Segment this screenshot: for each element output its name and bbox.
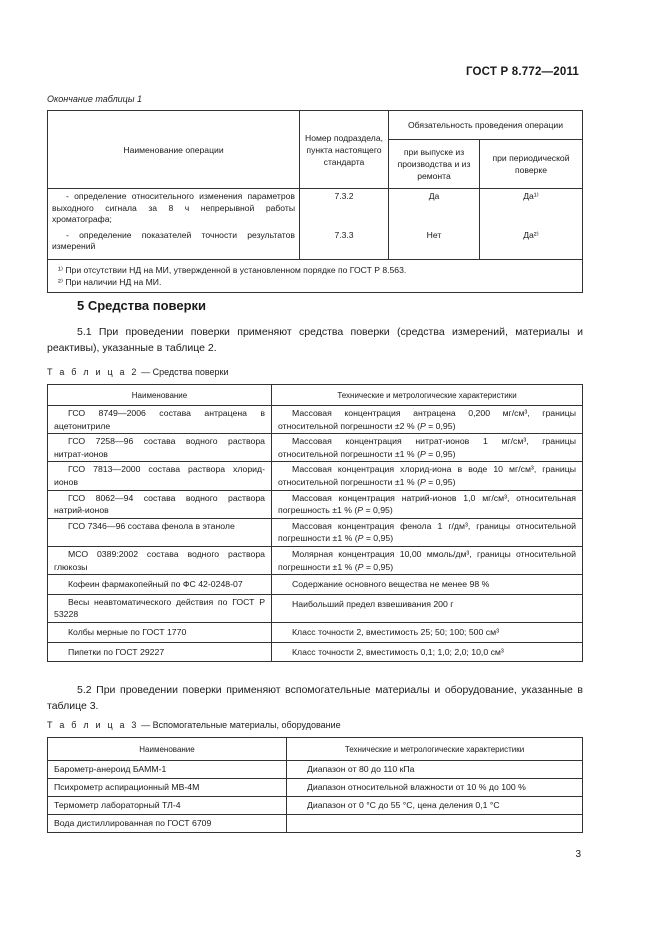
name-cell: Кофеин фармакопейный по ФС 42-0248-07 (48, 575, 272, 595)
table-row (48, 490, 583, 518)
table3-caption (47, 720, 341, 730)
spec-cell: Молярная концентрация 10,00 ммоль/дм³, границы относительной погрешности ±1 % (P = 0,95) (272, 546, 583, 574)
header-operation: Наименование операции (48, 111, 300, 189)
table2-caption-title: — Средства поверки (138, 367, 229, 377)
table3-caption-title: — Вспомогательные материалы, оборудование (138, 720, 341, 730)
name-cell: Пипетки по ГОСТ 29227 (48, 642, 272, 662)
spec-cell: Массовая концентрация хлорид-иона в воде 10 мг/см³, границы относительной погрешности ±1 % (P = 0,95) (272, 462, 583, 490)
release-cell: Нет (389, 228, 480, 260)
spec-cell: Массовая концентрация натрий-ионов 1,0 мг/см³, относительная погрешность ±1 % (P = 0,95) (272, 490, 583, 518)
name-cell: ГСО 7258—96 состава водного раствора нитрат-ионов (48, 434, 272, 462)
spec-cell: Диапазон от 80 до 110 кПа (287, 761, 583, 779)
spec-cell: Класс точности 2, вместимость 25; 50; 100; 500 см³ (272, 622, 583, 642)
table-row (48, 546, 583, 574)
header-name: Наименование (48, 738, 287, 761)
spec-cell: Содержание основного вещества не менее 98 % (272, 575, 583, 595)
header-spec: Технические и метрологические характеристики (287, 738, 583, 761)
table1-header-row (48, 111, 583, 140)
table-row (48, 779, 583, 797)
release-cell: Да (389, 189, 480, 228)
name-cell: Термометр лабораторный ТЛ-4 (48, 797, 287, 815)
spec-cell: Класс точности 2, вместимость 0,1; 1,0; 2,0; 10,0 см³ (272, 642, 583, 662)
name-cell: Барометр-анероид БАММ-1 (48, 761, 287, 779)
table2-caption-label: Т а б л и ц а 2 (47, 367, 139, 377)
table3 (47, 737, 583, 833)
table1-notes-row (48, 259, 583, 292)
periodic-cell: Да¹⁾ (480, 189, 583, 228)
name-cell: ГСО 8062—94 состава водного раствора натрий-ионов (48, 490, 272, 518)
note-2: ²⁾ При наличии НД на МИ. (58, 276, 162, 287)
operation-cell: - определение показателей точности результатов измерений (48, 228, 300, 260)
page-number: 3 (575, 849, 581, 860)
table-row (48, 228, 583, 260)
table1-caption: Окончание таблицы 1 (47, 94, 142, 104)
table2 (47, 384, 583, 662)
spec-cell: Массовая концентрация нитрат-ионов 1 мг/см³, границы относительной погрешности ±1 % (P = 0,95) (272, 434, 583, 462)
header-release: при выпуске из производства и из ремонта (389, 140, 480, 189)
name-cell: Вода дистиллированная по ГОСТ 6709 (48, 815, 287, 833)
table-row (48, 518, 583, 546)
header-periodic: при периодической поверке (480, 140, 583, 189)
table1-notes (48, 259, 583, 292)
name-cell: Весы неавтоматического действия по ГОСТ Р 53228 (48, 594, 272, 622)
operation-cell: - определение относительного изменения параметров выходного сигнала за 8 ч непрерывной работы хроматографа; (48, 189, 300, 228)
periodic-cell: Да²⁾ (480, 228, 583, 260)
table-row (48, 406, 583, 434)
header-spec: Технические и метрологические характеристики (272, 385, 583, 406)
name-cell: МСО 0389:2002 состава водного раствора глюкозы (48, 546, 272, 574)
paragraph-5-2: 5.2 При проведении поверки применяют вспомогательные материалы и оборудование, указанные в таблице 3. (47, 684, 583, 712)
table-row (48, 575, 583, 595)
section-title: 5 Средства поверки (77, 298, 207, 313)
table-row (48, 189, 583, 228)
table3-header-row (48, 738, 583, 761)
section-cell: 7.3.3 (300, 228, 389, 260)
table-row (48, 462, 583, 490)
table-row (48, 622, 583, 642)
table3-caption-label: Т а б л и ц а 3 (47, 720, 139, 730)
header-obligation: Обязательность проведения операции (389, 111, 583, 140)
table-row (48, 815, 583, 833)
table-row (48, 594, 583, 622)
table-row (48, 797, 583, 815)
table-row (48, 642, 583, 662)
spec-cell: Массовая концентрация фенола 1 г/дм³, границы относительной погрешности ±1 % (P = 0,95) (272, 518, 583, 546)
name-cell: ГСО 8749—2006 состава антрацена в ацетонитриле (48, 406, 272, 434)
note-1: ¹⁾ При отсутствии НД на МИ, утвержденной в установленном порядке по ГОСТ Р 8.563. (58, 264, 407, 275)
header-section: Номер подраздела, пункта настоящего стандарта (300, 111, 389, 189)
table2-caption (47, 367, 229, 377)
spec-cell: Диапазон относительной влажности от 10 % до 100 % (287, 779, 583, 797)
spec-cell: Наибольший предел взвешивания 200 г (272, 594, 583, 622)
table1 (47, 110, 583, 293)
spec-cell: Диапазон от 0 °С до 55 °С, цена деления 0,1 °С (287, 797, 583, 815)
section-cell: 7.3.2 (300, 189, 389, 228)
name-cell: ГСО 7346—96 состава фенола в этаноле (48, 518, 272, 546)
document-code: ГОСТ Р 8.772—2011 (465, 66, 579, 78)
spec-cell: Массовая концентрация антрацена 0,200 мг/см³, границы относительной погрешности ±2 % (P = 0,95) (272, 406, 583, 434)
spec-cell (287, 815, 583, 833)
name-cell: Психрометр аспирационный МВ-4М (48, 779, 287, 797)
header-name: Наименование (48, 385, 272, 406)
table2-header-row (48, 385, 583, 406)
name-cell: Колбы мерные по ГОСТ 1770 (48, 622, 272, 642)
paragraph-5-1: 5.1 При проведении поверки применяют средства поверки (средства измерений, материалы и реактивы), указанные в таблице 2. (47, 326, 583, 354)
table-row (48, 761, 583, 779)
table-row (48, 434, 583, 462)
name-cell: ГСО 7813—2000 состава раствора хлорид-ионов (48, 462, 272, 490)
